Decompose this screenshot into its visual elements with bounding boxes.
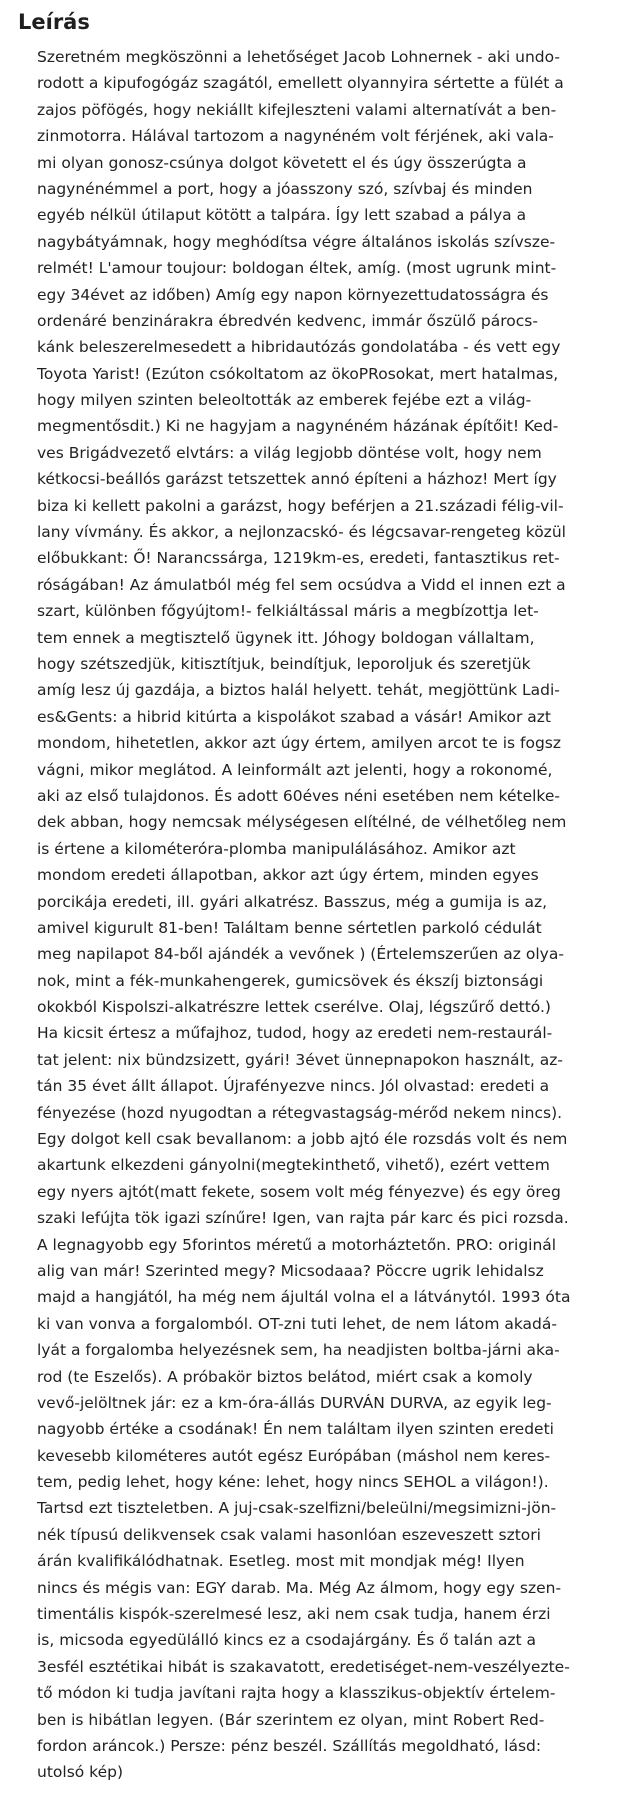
description-line: vágni, mikor meglátod. A leinformált azt jelenti, hogy a rokonomé,	[37, 760, 553, 779]
description-line: nok, mint a fék-munkahengerek, gumicsövek és ékszíj biztonsági	[37, 971, 544, 990]
description-line: róságában! Az ámulatból még fel sem ocsúdva a Vidd el innen ezt a	[37, 575, 566, 594]
description-line: lany vívmány. És akkor, a nejlonzacskó- és légcsavar-rengeteg közül	[37, 523, 566, 542]
description-line: egy nyers ajtót(matt fekete, sosem volt még fényezve) és egy öreg	[37, 1182, 561, 1201]
description-line: tem, pedig lehet, hogy kéne: lehet, hogy nincs SEHOL a világon!).	[37, 1473, 549, 1492]
description-line: nagyobb értéke a csodának! Én nem találtam ilyen szinten eredeti	[37, 1420, 554, 1439]
description-line: kevesebb kilométeres autót egész Európában (máshol nem keres-	[37, 1446, 551, 1465]
description-line: is, micsoda egyedülálló kincs ez a csodajárgány. És ő talán azt a	[37, 1631, 536, 1650]
description-line: biza ki kellett pakolni a garázst, hogy beférjen a 21.századi félig-vil-	[37, 496, 564, 515]
description-line: szart, különben főgyújtom!- felkiáltással máris a megbízottja let-	[37, 602, 539, 621]
description-line: tat jelent: nix bündzsizett, gyári! 3évet ünnepnapokon használt, az-	[37, 1050, 563, 1069]
description-line: hogy szétszedjük, kitisztítjuk, beindítjuk, leporoljuk és szeretjük	[37, 654, 531, 673]
description-line: timentális kispók-szerelmesé lesz, aki nem csak tudja, hanem érzi	[37, 1605, 551, 1624]
description-line: Ha kicsit értesz a műfajhoz, tudod, hogy az eredeti nem-restaurál-	[37, 1024, 553, 1043]
description-line: kánk beleszerelmesedett a hibridautózás gondolatába - és vett egy	[37, 338, 561, 357]
description-line: 3esfél esztétikai hibát is szakavatott, eredetiséget-nem-veszélyezte-	[37, 1657, 570, 1676]
description-line: hogy milyen szinten beleoltották az emberek fejébe ezt a világ-	[37, 391, 532, 410]
description-line: mondom eredeti állapotban, akkor azt úgy értem, minden egyes	[37, 866, 539, 885]
description-line: Toyota Yarist! (Ezúton csókoltatom az ökoPRosokat, mert hatalmas,	[37, 364, 559, 383]
description-line: zinmotorra. Hálával tartozom a nagynéném volt férjének, aki vala-	[37, 127, 554, 146]
description-line: rodott a kipufogógáz szagától, emellett olyannyira sértette a fülét a	[37, 74, 564, 93]
description-line: es&Gents: a hibrid kitúrta a kispolákot szabad a vásár! Amikor azt	[37, 707, 552, 726]
description-line: lyát a forgalomba helyezésnek sem, ha neadjisten boltba-járni aka-	[37, 1341, 560, 1360]
description-line: relmét! L'amour toujour: boldogan éltek, amíg. (most ugrunk mint-	[37, 259, 557, 278]
description-line: majd a hangjától, ha még nem ájultál volna el a látványtól. 1993 óta	[37, 1288, 571, 1307]
description-line: okokból Kispolszi-alkatrészre lettek cserélve. Olaj, légszűrő dettó.)	[37, 998, 551, 1017]
description-line: tő módon ki tudja javítani rajta hogy a klasszikus-objektív értelem-	[37, 1684, 556, 1703]
description-line: ki van vonva a forgalomból. OT-zni tuti lehet, de nem látom akadá-	[37, 1314, 557, 1333]
description-line: ves Brigádvezető elvtárs: a világ legjobb döntése volt, hogy nem	[37, 443, 542, 462]
description-line: is értene a kilométeróra-plomba manipulálásához. Amikor azt	[37, 839, 516, 858]
description-line: fényezése (hozd nyugodtan a rétegvastagság-mérőd nekem nincs).	[37, 1103, 563, 1122]
description-line: fordon aráncok.) Persze: pénz beszél. Szállítás megoldható, lásd:	[37, 1737, 542, 1755]
section-title: Leírás	[18, 10, 90, 34]
description-line: tem ennek a megtisztelő ügynek itt. Jóhogy boldogan vállaltam,	[37, 628, 535, 647]
description-line: amíg lesz új gazdája, a biztos halál helyett. tehát, megjöttünk Ladi-	[37, 681, 560, 700]
description-line: A legnagyobb egy 5forintos méretű a motorháztetőn. PRO: originál	[37, 1235, 557, 1254]
description-line: porcikája eredeti, ill. gyári alkatrész. Basszus, még a gumija is az,	[37, 892, 548, 911]
description-line: nék típusú delikvensek csak valami hasonlóan eszeveszett sztori	[37, 1525, 541, 1544]
description-line: tán 35 évet állt állapot. Újrafényezve nincs. Jól olvastad: eredeti a	[37, 1077, 550, 1096]
description-line: mondom, hihetetlen, akkor azt úgy értem, amilyen arcot te is fogsz	[37, 734, 561, 753]
description-line: aki az első tulajdonos. És adott 60éves néni esetében nem kételke-	[37, 786, 560, 805]
description-line: Egy dolgot kell csak bevallanom: a jobb ajtó éle rozsdás volt és nem	[37, 1130, 568, 1149]
description-line: egy 34évet az időben) Amíg egy napon környezettudatosságra és	[37, 285, 549, 304]
description-line: utolsó kép)	[37, 1763, 124, 1782]
description-line: alig van már! Szerinted megy? Micsodaaa? Pöccre ugrik lehidalsz	[37, 1261, 544, 1280]
description-line: egyéb nélkül útilaput kötött a talpára. Így lett szabad a pálya a	[37, 206, 527, 225]
description-line: Tartsd ezt tiszteletben. A juj-csak-szelfizni/beleülni/megsimizni-jön-	[37, 1499, 557, 1518]
description-line: nagybátyámnak, hogy meghódítsa végre általános iskolás szívsze-	[37, 232, 556, 251]
description-line: kétkocsi-beállós garázst tetszettek annó építeni a házhoz! Mert így	[37, 470, 557, 489]
description-line: meg napilapot 84-ből ajándék a vevőnek ) (Értelemszerűen az olya-	[37, 945, 564, 964]
description-line: nagynénémmel a port, hogy a jóasszony szó, szívbaj és minden	[37, 179, 533, 198]
description-line: zajos pöfögés, hogy nekiállt kifejleszteni valami alternatívát a ben-	[37, 100, 557, 119]
description-line: akartunk elkezdeni gányolni(megtekinthető, vihető), ezért vettem	[37, 1156, 550, 1175]
description-line: ordenáré benzinárakra ébredvén kedvenc, immár őszülő párocs-	[37, 311, 538, 330]
description-line: ben is hibátlan legyen. (Bár szerintem ez olyan, mint Robert Red-	[37, 1710, 545, 1729]
description-line: szaki lefújta tök igazi színűre! Igen, van rajta pár karc és pici rozsda.	[37, 1209, 569, 1228]
description-line: mi olyan gonosz-csúnya dolgot követett el és úgy összerúgta a	[37, 153, 527, 172]
description-line: előbukkant: Ő! Narancssárga, 1219km-es, eredeti, fantasztikus ret-	[37, 549, 560, 568]
description-line: vevő-jelöltnek jár: ez a km-óra-állás DURVÁN DURVA, az egyik leg-	[37, 1393, 552, 1412]
description-line: nincs és mégis van: EGY darab. Ma. Még Az álmom, hogy egy szen-	[37, 1578, 562, 1597]
description-line: dek abban, hogy nemcsak mélységesen elítélné, de vélhetőleg nem	[37, 813, 567, 832]
description-line: Szeretném megköszönni a lehetőséget Jacob Lohnernek - aki undo-	[37, 48, 560, 66]
description-line: rod (te Eszelős). A próbakör biztos belátod, miért csak a komoly	[37, 1367, 533, 1386]
description-text	[37, 44, 627, 1786]
description-line: árán kvalifikálódhatnak. Esetleg. most mit mondjak még! Ilyen	[37, 1552, 525, 1571]
description-line: amivel kigurult 81-ben! Találtam benne sértetlen parkoló cédulát	[37, 918, 542, 937]
description-line: megmentősdit.) Ki ne hagyjam a nagynéném házának építőit! Ked-	[37, 417, 559, 436]
